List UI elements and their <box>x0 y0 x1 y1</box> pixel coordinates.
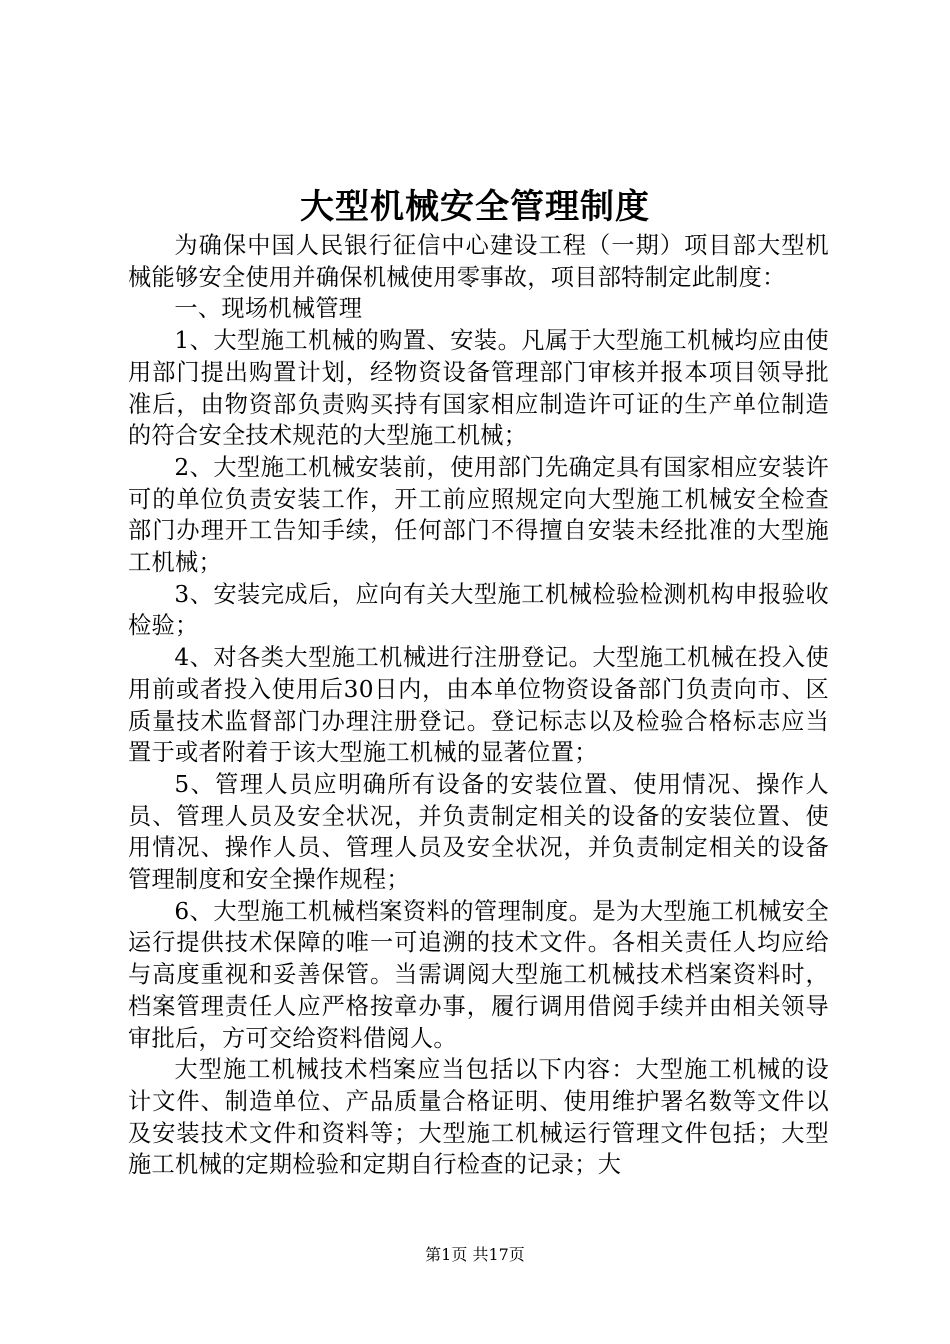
section-heading: 一、现场机械管理 <box>174 295 363 323</box>
document-body <box>128 230 829 1181</box>
page-number-footer: 第1页 共17页 <box>425 1245 525 1264</box>
document-title: 大型机械安全管理制度 <box>300 187 650 227</box>
paragraph-item-5: 5、管理人员应明确所有设备的安装位置、使用情况、操作人员、管理人员及安全状况，并负责制定相关的设备的安装位置、使用情况、操作人员、管理人员及安全状况，并负责制定相关的设备管理制度和安全操作规程； <box>128 770 829 894</box>
paragraph-item-6: 6、大型施工机械档案资料的管理制度。是为大型施工机械安全运行提供技术保障的唯一可追溯的技术文件。各相关责任人均应给与高度重视和妥善保管。当需调阅大型施工机械技术档案资料时，档案管理责任人应严格按章办事，履行调用借阅手续并由相关领导审批后，方可交给资料借阅人。 <box>128 897 829 1052</box>
paragraph-archive-contents: 大型施工机械技术档案应当包括以下内容：大型施工机械的设计文件、制造单位、产品质量合格证明、使用维护署名数等文件以及安装技术文件和资料等；大型施工机械运行管理文件包括；大型施工机械的定期检验和定期自行检查的记录；大 <box>128 1056 829 1179</box>
paragraph-item-4: 4、对各类大型施工机械进行注册登记。大型施工机械在投入使用前或者投入使用后30日内，由本单位物资设备部门负责向市、区质量技术监督部门办理注册登记。登记标志以及检验合格标志应当置于或者附着于该大型施工机械的显著位置； <box>128 644 829 767</box>
paragraph-item-1: 1、大型施工机械的购置、安装。凡属于大型施工机械均应由使用部门提出购置计划，经物资设备管理部门审核并报本项目领导批准后，由物资部负责购买持有国家相应制造许可证的生产单位制造的符合安全技术规范的大型施工机械； <box>128 327 829 450</box>
paragraph-intro: 为确保中国人民银行征信中心建设工程（一期）项目部大型机械能够安全使用并确保机械使用零事故，项目部特制定此制度： <box>128 232 829 291</box>
paragraph-item-3: 3、安装完成后，应向有关大型施工机械检验检测机构申报验收检验； <box>128 580 829 640</box>
paragraph-item-2: 2、大型施工机械安装前，使用部门先确定具有国家相应安装许可的单位负责安装工作，开工前应照规定向大型施工机械安全检查部门办理开工告知手续，任何部门不得擅自安装未经批准的大型施工机械； <box>128 453 829 577</box>
